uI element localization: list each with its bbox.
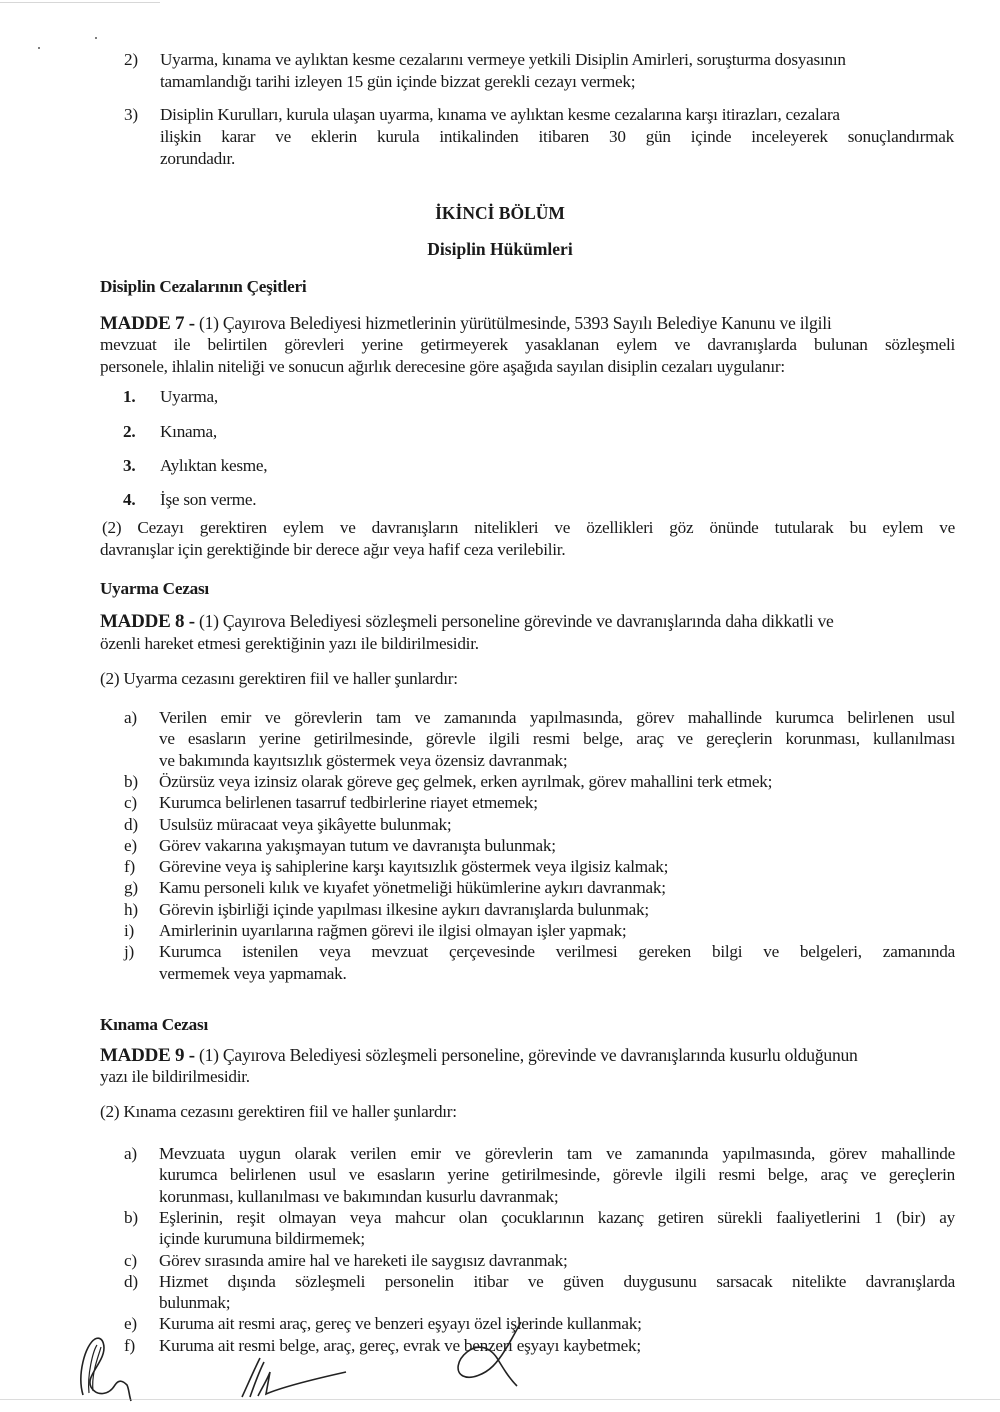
penalty-text: Uyarma, <box>160 387 218 406</box>
item-label: 3) <box>124 105 138 124</box>
list-item-text-line: Görev sırasında amire hal ve hareketi ile saygısız davranmak; <box>159 1250 568 1270</box>
penalty-number: 3. <box>123 456 136 475</box>
scan-artifact-top <box>0 2 160 3</box>
paragraph-line: personele, ihlalin niteliği ve sonucun ağırlık derecesine göre aşağıda sayılan disiplin cezaları uygulanır: <box>100 357 785 376</box>
paragraph-line: özenli hareket etmesi gerektiğinin yazı ile bildirilmesidir. <box>100 634 479 653</box>
list-item-label: b) <box>124 1207 138 1227</box>
list-item-text-line: Kuruma ait resmi belge, araç, gereç, evrak ve benzeri eşyayı kaybetmek; <box>159 1335 641 1355</box>
list-item-text-line: Görevin işbirliği içinde yapılması ilkesine aykırı davranışlarda bulunmak; <box>159 899 649 919</box>
article-label: MADDE 9 - <box>100 1045 195 1066</box>
list-item-label: a) <box>124 708 137 727</box>
penalty-text: İşe son verme. <box>160 490 257 509</box>
item-text-line: zorundadır. <box>160 149 236 168</box>
penalty-text: Aylıktan kesme, <box>160 456 268 475</box>
list-item-text-line: Verilen emir ve görevlerin tam ve zamanında yapılmasında, görev mahallinde kurumca belirlenen usul <box>159 708 955 727</box>
item-text-line: Disiplin Kurulları, kurula ulaşan uyarma, kınama ve aylıktan kesme cezalarına karşı itirazları, cezalara <box>160 105 840 124</box>
article-8-paragraph-2: (2) Uyarma cezasını gerektiren fiil ve haller şunlardır: <box>100 669 458 688</box>
list-item-text-line: Görevine veya iş sahiplerine karşı kayıtsızlık göstermek veya ilgisiz kalmak; <box>159 857 669 877</box>
section-title: İKİNCİ BÖLÜM <box>435 203 565 223</box>
paragraph-line: (1) Çayırova Belediyesi sözleşmeli personeline görevinde ve davranışlarında daha dikkatli ve <box>199 611 834 631</box>
penalty-number: 4. <box>123 490 136 509</box>
paragraph-line: mevzuat ile belirtilen görevleri yerine getirmeyerek yasaklanan eylem ve davranışlarda bulunan sözleşmeli <box>100 335 955 354</box>
paragraph-line: (1) Çayırova Belediyesi hizmetlerinin yürütülmesinde, 5393 Sayılı Belediye Kanunu ve ilgili <box>199 313 832 333</box>
penalty-number: 1. <box>123 387 136 406</box>
list-item-text-line: Özürsüz veya izinsiz olarak göreve geç gelmek, erken ayrılmak, görev mahallini terk etmek; <box>159 771 773 791</box>
list-item-text-line: ve bakımında kayıtsızlık göstermek veya özensiz davranmak; <box>159 750 568 770</box>
list-item-text-line: Kurumca belirlenen tasarruf tedbirlerine riayet etmemek; <box>159 793 538 813</box>
list-item-text-line: bulunmak; <box>159 1293 231 1313</box>
item-text-line: tamamlandığı tarihi izleyen 15 gün içinde bizzat gerekli cezayı vermek; <box>160 72 636 91</box>
paragraph-line: yazı ile bildirilmesidir. <box>100 1067 250 1086</box>
list-item-text-line: içinde kurumuna bildirmemek; <box>159 1229 365 1249</box>
list-item-text-line: Kamu personeli kılık ve kıyafet yönetmeliği hükümlerine aykırı davranmak; <box>159 878 666 898</box>
list-item-text-line: Hizmet dışında sözleşmeli personelin itibar ve güven duygusunu sarsacak nitelikte davranışlarda <box>159 1271 955 1291</box>
article-label: MADDE 8 - <box>100 611 195 632</box>
list-item-text-line: Usulsüz müracaat veya şikâyette bulunmak; <box>159 814 452 834</box>
paragraph-line: (2) Cezayı gerektiren eylem ve davranışların nitelikleri ve özellikleri göz önünde tutularak bu eylem ve <box>102 518 955 537</box>
list-item-label: c) <box>124 793 137 813</box>
list-item-label: f) <box>124 857 135 877</box>
list-item-text-line: vermemek veya yapmamak. <box>159 963 347 983</box>
list-item-text-line: Görev vakarına yakışmayan tutum ve davranışta bulunmak; <box>159 835 556 855</box>
list-item-label: i) <box>124 921 134 940</box>
penalty-text: Kınama, <box>160 422 217 441</box>
item-text-line: Uyarma, kınama ve aylıktan kesme cezalarını vermeye yetkili Disiplin Amirleri, soruşturma dosyasının <box>160 50 846 69</box>
item-text-line: ilişkin karar ve eklerin kurula intikalinden itibaren 30 gün içinde inceleyerek sonuçlandırmak <box>160 127 954 146</box>
list-item-label: b) <box>124 771 138 791</box>
article-9-heading: Kınama Cezası <box>100 1015 208 1034</box>
list-item-text-line: Mevzuata uygun olarak verilen emir ve görevlerin tam ve zamanında yapılmasında, görev mahallinde <box>159 1144 955 1163</box>
list-item-text-line: Eşlerinin, reşit olmayan veya mahcur olan çocuklarının kazanç getiren sürekli faaliyetlerini 1 (bir) ay <box>159 1207 955 1227</box>
article-9-paragraph-2: (2) Kınama cezasını gerektiren fiil ve haller şunlardır: <box>100 1102 457 1121</box>
list-item-label: e) <box>124 1314 137 1334</box>
penalty-number: 2. <box>123 422 136 441</box>
scan-speck <box>95 37 97 39</box>
article-label: MADDE 7 - <box>100 313 195 334</box>
list-item-text-line: Kuruma ait resmi araç, gereç ve benzeri eşyayı özel işlerinde kullanmak; <box>159 1314 642 1334</box>
signature-1 <box>75 1325 155 1405</box>
list-item-label: a) <box>124 1144 137 1163</box>
list-item-label: f) <box>124 1335 135 1355</box>
scan-speck <box>38 47 40 49</box>
item-label: 2) <box>124 50 138 69</box>
list-item-label: j) <box>124 942 134 962</box>
list-item-label: h) <box>124 899 138 919</box>
list-item-text-line: Amirlerinin uyarılarına rağmen görevi ile ilgisi olmayan işler yapmak; <box>159 921 627 940</box>
list-item-label: g) <box>124 878 138 898</box>
list-item-text-line: korunması, kullanılması ve bakımından kusurlu davranmak; <box>159 1186 559 1206</box>
list-item-label: d) <box>124 814 138 834</box>
paragraph-line: davranışlar için gerektiğinde bir derece ağır veya hafif ceza verilebilir. <box>100 540 566 559</box>
section-subtitle: Disiplin Hükümleri <box>427 239 573 259</box>
paragraph-line: (1) Çayırova Belediyesi sözleşmeli personeline, görevinde ve davranışlarında kusurlu olduğunun <box>199 1045 858 1065</box>
list-item-label: c) <box>124 1250 137 1270</box>
list-item-label: e) <box>124 835 137 855</box>
signature-3 <box>445 1320 525 1392</box>
signature-2 <box>240 1352 350 1402</box>
scan-artifact-bottom <box>0 1399 1000 1400</box>
list-item-text-line: kurumca belirlenen usul ve esasların yerine getirilmesinde, görevle ilgili resmi belge, araç ve gereçlerin <box>159 1165 955 1185</box>
list-item-text-line: Kurumca istenilen veya mevzuat çerçevesinde verilmesi gereken bilgi ve belgeleri, zamanında <box>159 942 955 962</box>
article-8-heading: Uyarma Cezası <box>100 579 209 598</box>
list-item-text-line: ve esasların yerine getirilmesinde, görevle ilgili resmi belge, araç ve gereçlerin korunması, kullanılması <box>159 729 955 749</box>
list-item-label: d) <box>124 1271 138 1291</box>
article-7-heading: Disiplin Cezalarının Çeşitleri <box>100 277 307 296</box>
